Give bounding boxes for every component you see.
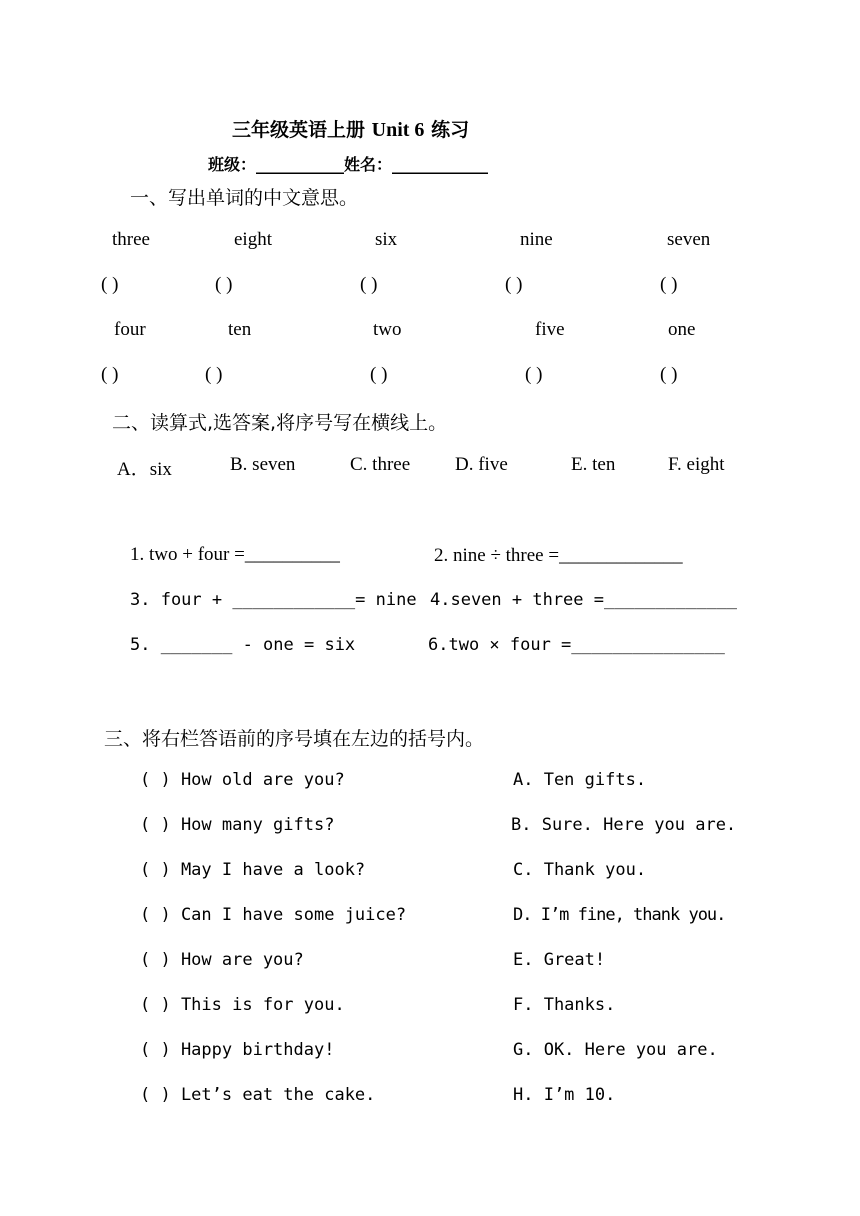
page-title <box>232 115 469 142</box>
word-item: nine <box>520 229 553 250</box>
section1-heading: 一、写出单词的中文意思。 <box>130 187 359 209</box>
title-unit: Unit 6 <box>371 119 425 141</box>
word-item: ten <box>228 319 252 340</box>
question-item[interactable]: ( ) How are you? <box>140 950 304 970</box>
word-item: two <box>373 319 402 340</box>
question-item[interactable]: ( ) How old are you? <box>140 770 345 790</box>
equation[interactable]: 3. four + ____________= nine <box>130 590 417 610</box>
word-item: eight <box>234 229 272 250</box>
equation-text: 2. nine ÷ three =_____________ <box>434 545 683 566</box>
question-item[interactable]: ( ) Let’s eat the cake. <box>140 1085 376 1105</box>
option-item: E. ten <box>571 454 616 475</box>
word-item: seven <box>667 229 711 250</box>
answer-paren[interactable]: ( ) <box>360 274 378 295</box>
answer-item: B. Sure. Here you are. <box>511 815 737 835</box>
option-item: F. eight <box>668 454 725 475</box>
answer-paren[interactable]: ( ) <box>205 364 223 385</box>
answer-paren[interactable]: ( ) <box>101 274 119 295</box>
word-item: one <box>668 319 696 340</box>
equation[interactable] <box>434 545 683 567</box>
section2-heading: 二、读算式,选答案,将序号写在横线上。 <box>112 412 448 434</box>
word-item: six <box>375 229 398 250</box>
question-item[interactable]: ( ) Can I have some juice? <box>140 905 407 925</box>
answer-paren[interactable]: ( ) <box>525 364 543 385</box>
answer-paren[interactable]: ( ) <box>660 274 678 295</box>
title-cn: 三年级英语上册 <box>232 119 366 141</box>
question-item[interactable]: ( ) How many gifts? <box>140 815 335 835</box>
word-item: three <box>112 229 150 250</box>
answer-paren[interactable]: ( ) <box>660 364 678 385</box>
option-item: C. three <box>350 454 411 475</box>
section3-heading: 三、将右栏答语前的序号填在左边的括号内。 <box>104 728 485 750</box>
word-item: four <box>114 319 146 340</box>
option-item: A．six <box>117 459 172 480</box>
answer-item: C. Thank you. <box>513 860 647 880</box>
option-item: B. seven <box>230 454 296 475</box>
word-item: five <box>535 319 565 340</box>
equation[interactable]: 5. _______ - one = six <box>130 635 356 655</box>
equation[interactable]: 1. two + four =__________ <box>130 544 340 565</box>
option-item: D. five <box>455 454 508 475</box>
answer-paren[interactable]: ( ) <box>370 364 388 385</box>
answer-paren[interactable]: ( ) <box>505 274 523 295</box>
answer-item: G. OK. Here you are. <box>513 1040 718 1060</box>
answer-item: E. Great! <box>513 950 606 970</box>
class-name-line: 班级：___________姓名：____________ <box>208 155 489 174</box>
question-item[interactable]: ( ) May I have a look? <box>140 860 366 880</box>
equation[interactable]: 6.two × four =_______________ <box>428 635 725 655</box>
equation[interactable]: 4.seven + three =_____________ <box>430 590 738 610</box>
title-suffix: 练习 <box>431 119 470 141</box>
answer-item: D. I’m fine, thank you. <box>513 905 726 925</box>
answer-paren[interactable]: ( ) <box>101 364 119 385</box>
question-item[interactable]: ( ) Happy birthday! <box>140 1040 335 1060</box>
answer-item: A. Ten gifts. <box>513 770 647 790</box>
question-item[interactable]: ( ) This is for you. <box>140 995 345 1015</box>
answer-item: F. Thanks. <box>513 995 616 1015</box>
answer-item: H. I’m 10. <box>513 1085 616 1105</box>
answer-paren[interactable]: ( ) <box>215 274 233 295</box>
